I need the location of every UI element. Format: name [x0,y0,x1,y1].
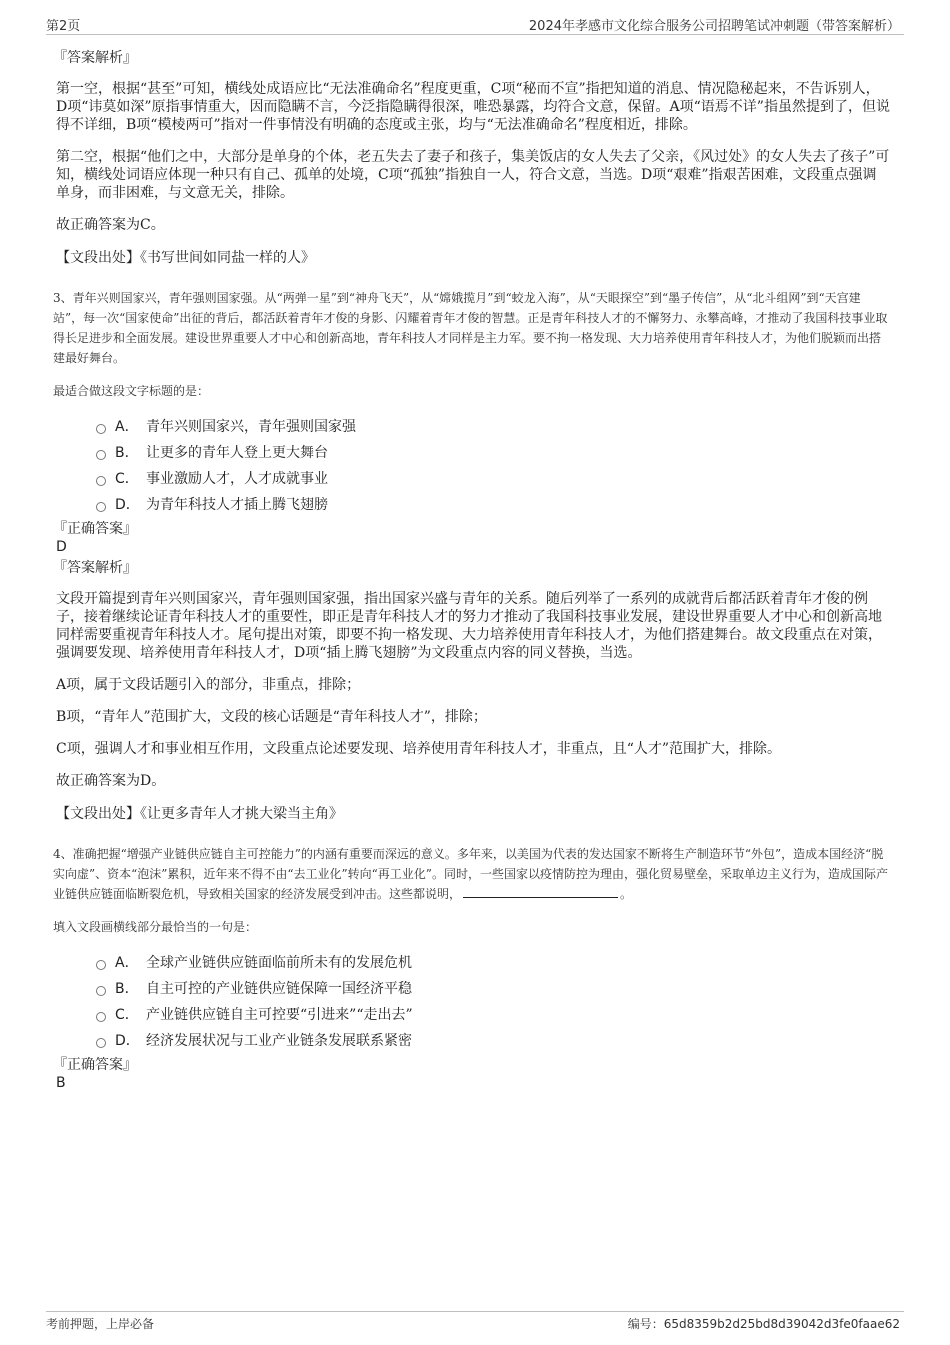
option-letter: A． [115,955,139,971]
radio-icon[interactable] [96,1012,106,1022]
option-text: 为青年科技人才插上腾飞翅膀 [146,497,328,513]
option-text: 事业激励人才，人才成就事业 [146,471,328,487]
q2-analysis-para-1: 第一空，根据“甚至”可知，横线处成语应比“无法准确命名”程度更重，C项“秘而不宣”指把知道的消息、情况隐秘起来，不告诉别人，D项“讳莫如深”原指事情重大，因而隐瞒不言，今泛指隐瞒得很深，唯恐暴露，均符合文意，保留。A项“语焉不详”指虽然提到了，但说得不详细，B项“模棱两可”指对一件事情没有明确的态度或主张，均与“无法准确命名”程度相近，排除。 [56,81,890,133]
q3-option-c[interactable] [96,466,890,492]
q3-options [96,414,890,518]
option-text: 让更多的青年人登上更大舞台 [146,445,328,461]
option-letter: B． [115,981,139,997]
option-text: 经济发展状况与工业产业链条发展联系紧密 [146,1033,412,1049]
radio-icon[interactable] [96,476,106,486]
radio-icon[interactable] [96,450,106,460]
page-number: 第2页 [46,19,81,34]
q4-option-b[interactable] [96,976,890,1002]
q2-analysis-label: 『答案解析』 [53,50,137,66]
q3-analysis-para-3: B项，“青年人”范围扩大，文段的核心话题是“青年科技人才”，排除； [56,709,487,725]
q3-analysis-para-4: C项，强调人才和事业相互作用，文段重点论述要发现、培养使用青年科技人才，非重点，且“人才”范围扩大，排除。 [56,741,782,757]
document-body [53,48,890,1092]
option-text: 青年兴则国家兴，青年强则国家强 [146,419,356,435]
radio-icon[interactable] [96,1038,106,1048]
q3-conclusion: 故正确答案为D。 [56,773,166,789]
q3-source: 【文段出处】《让更多青年人才挑大梁当主角》 [56,806,343,822]
radio-icon[interactable] [96,960,106,970]
option-letter: B． [115,445,139,461]
q3-analysis-para-2: A项，属于文段话题引入的部分，非重点，排除； [56,677,361,693]
page-footer [46,1311,904,1331]
option-letter: C． [115,471,139,487]
radio-icon[interactable] [96,502,106,512]
option-text: 自主可控的产业链供应链保障一国经济平稳 [146,981,412,997]
option-letter: D． [115,497,140,513]
option-text: 产业链供应链自主可控要“引进来”“走出去” [146,1007,413,1023]
q4-passage-end: 。 [620,887,633,901]
q3-analysis-para-1: 文段开篇提到青年兴则国家兴，青年强则国家强，指出国家兴盛与青年的关系。随后列举了一系列的成就背后都活跃着青年才俊的例子，接着继续论证青年科技人才的重要性，即正是青年科技人才的努力才推动了我国科技事业发展，建设世界重要人才中心和创新高地同样需要重视青年科技人才。尾句提出对策，即要不拘一格发现、大力培养使用青年科技人才，为他们搭建舞台。故文段重点在对策，强调要发现、培养使用青年科技人才，D项“插上腾飞翅膀”为文段重点内容的同义替换，当选。 [56,591,882,661]
q3-answer-label: 『正确答案』 [53,521,137,537]
option-letter: A． [115,419,139,435]
q2-conclusion: 故正确答案为C。 [56,217,165,233]
q3-passage: 3、青年兴则国家兴，青年强则国家强。从“两弹一星”到“神舟飞天”，从“嫦娥揽月”到“蛟龙入海”，从“天眼探空”到“墨子传信”，从“北斗组网”到“天宫建站”，每一次“国家使命”出征的背后，都活跃着青年才俊的身影、闪耀着青年才俊的智慧。正是青年科技人才的不懈努力、永攀高峰，才推动了我国科技事业取得长足进步和全面发展。建设世界重要人才中心和创新高地，青年科技人才同样是主力军。要不拘一格发现、大力培养使用青年科技人才，为他们脱颖而出搭建最好舞台。 [53,291,888,365]
q4-answer-label: 『正确答案』 [53,1057,137,1073]
q4-prompt: 填入文段画横线部分最恰当的一句是： [53,920,258,934]
q4-passage-text: 4、准确把握“增强产业链供应链自主可控能力”的内涵有重要而深远的意义。多年来，以美国为代表的发达国家不断将生产制造环节“外包”，造成本国经济“脱实向虚”、资本“泡沫”累积，近年来不得不由“去工业化”转向“再工业化”。同时，一些国家以疫情防控为理由，强化贸易壁垒，采取单边主义行为，造成国际产业链供应链面临断裂危机，导致相关国家的经济发展受到冲击。这些都说明， [53,847,888,901]
q4-option-a[interactable] [96,950,890,976]
q4-option-c[interactable] [96,1002,890,1028]
radio-icon[interactable] [96,424,106,434]
q3-prompt: 最适合做这段文字标题的是： [53,384,210,398]
document-title: 2024年孝感市文化综合服务公司招聘笔试冲刺题（带答案解析） [528,19,900,34]
q3-option-a[interactable] [96,414,890,440]
page-header [46,12,904,35]
q3-option-d[interactable] [96,492,890,518]
option-text: 全球产业链供应链面临前所未有的发展危机 [146,955,412,971]
q3-answer: D [56,539,67,555]
option-letter: D． [115,1033,140,1049]
document-id: 编号：65d8359b2d25bd8d39042d3fe0faae62 [627,1317,900,1331]
q2-analysis-para-2: 第二空，根据“他们之中，大部分是单身的个体，老五失去了妻子和孩子，集美饭店的女人失去了父亲，《风过处》的女人失去了孩子”可知，横线处词语应体现一种只有自己、孤单的处境，C项“孤独”指独自一人，符合文意，当选。D项“艰难”指艰苦困难，文段重点强调单身，而非困难，与文意无关，排除。 [56,149,890,201]
q2-source: 【文段出处】《书写世间如同盐一样的人》 [56,250,315,266]
radio-icon[interactable] [96,986,106,996]
q3-analysis-label: 『答案解析』 [53,560,137,576]
q4-options [96,950,890,1054]
answer-blank [463,885,618,898]
q4-answer: B [56,1075,66,1091]
q4-option-d[interactable] [96,1028,890,1054]
footer-slogan: 考前押题，上岸必备 [46,1317,155,1331]
q4-passage [53,844,890,904]
option-letter: C． [115,1007,139,1023]
q3-option-b[interactable] [96,440,890,466]
